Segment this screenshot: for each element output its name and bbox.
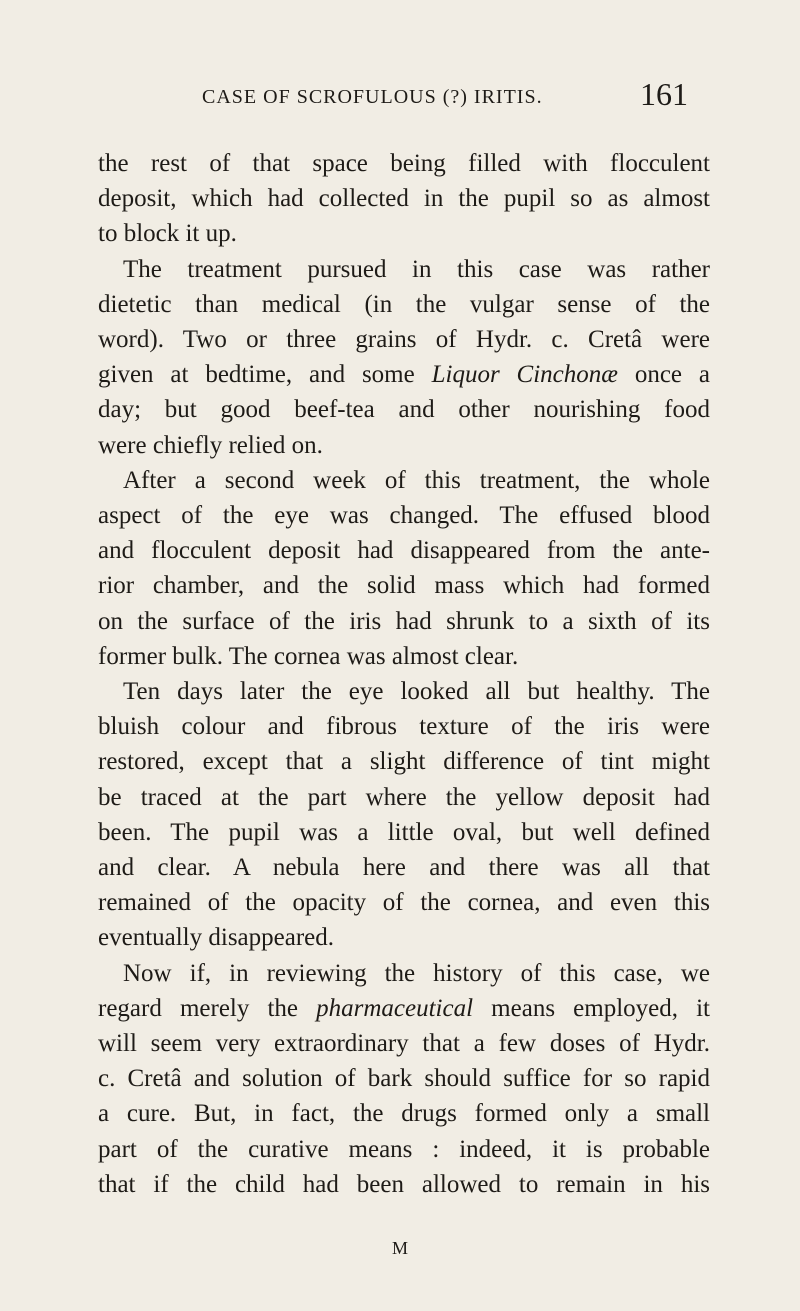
text-segment: day; but good beef-tea and other nourishing food — [98, 396, 710, 424]
text-segment: Ten days later the eye looked all but healthy. The — [123, 678, 710, 706]
text-line — [98, 885, 710, 920]
text-line — [98, 1026, 710, 1061]
text-segment: dietetic than medical (in the vulgar sense of the — [98, 290, 710, 318]
text-segment: former bulk. The cornea was almost clear. — [98, 642, 519, 670]
text-line — [98, 744, 710, 779]
text-line — [98, 392, 710, 427]
text-segment: will seem very extraordinary that a few doses of Hydr. — [98, 1030, 710, 1058]
text-segment: on the surface of the iris had shrunk to a sixth of its — [98, 607, 710, 635]
text-line — [98, 604, 710, 639]
text-segment: c. Cretâ and solution of bark should suffice for so rapid — [98, 1065, 710, 1093]
text-line — [98, 1096, 710, 1131]
text-line — [98, 709, 710, 744]
text-segment: bluish colour and fibrous texture of the iris were — [98, 713, 710, 741]
text-segment: eventually disappeared. — [98, 924, 335, 952]
text-segment: a cure. But, in fact, the drugs formed only a small — [98, 1100, 710, 1128]
text-segment: given at bedtime, and some — [98, 361, 432, 389]
text-line — [98, 322, 710, 357]
text-line — [98, 146, 710, 181]
text-segment: After a second week of this treatment, the whole — [123, 466, 710, 494]
text-line — [98, 920, 710, 955]
text-line — [98, 252, 710, 287]
running-head: CASE OF SCROFULOUS (?) IRITIS. — [202, 86, 543, 108]
text-line — [98, 674, 710, 709]
italic-text: pharmaceutical — [316, 994, 474, 1022]
text-segment: aspect of the eye was changed. The effused blood — [98, 502, 710, 530]
text-segment: to block it up. — [98, 220, 237, 248]
text-segment: and flocculent deposit had disappeared from the ante- — [98, 537, 710, 565]
text-line — [98, 991, 710, 1026]
text-segment: The treatment pursued in this case was rather — [123, 255, 710, 283]
text-segment: rior chamber, and the solid mass which had formed — [98, 572, 710, 600]
text-segment: be traced at the part where the yellow deposit had — [98, 783, 710, 811]
italic-text: Liquor Cinchonæ — [431, 361, 618, 389]
text-segment: means employed, it — [473, 994, 710, 1022]
text-line — [98, 639, 710, 674]
page-header — [0, 76, 800, 116]
signature-mark: M — [391, 1238, 408, 1258]
text-segment: part of the curative means : indeed, it is probable — [98, 1135, 710, 1163]
text-segment: were chiefly relied on. — [98, 431, 323, 459]
text-line — [98, 1061, 710, 1096]
text-segment: that if the child had been allowed to remain in his — [98, 1170, 710, 1198]
text-segment: Now if, in reviewing the history of this case, we — [123, 959, 710, 987]
text-line — [98, 568, 710, 603]
text-line — [98, 850, 710, 885]
text-line — [98, 956, 710, 991]
text-line — [98, 181, 710, 216]
text-segment: once a — [617, 361, 710, 389]
text-line — [98, 533, 710, 568]
text-segment: restored, except that a slight difference of tint might — [98, 748, 710, 776]
body-text — [98, 146, 710, 1202]
text-line — [98, 815, 710, 850]
page-number: 161 — [640, 76, 688, 112]
text-segment: remained of the opacity of the cornea, and even this — [98, 889, 710, 917]
text-line — [98, 287, 710, 322]
text-line — [98, 357, 710, 392]
text-line — [98, 463, 710, 498]
text-line — [98, 498, 710, 533]
text-segment: the rest of that space being filled with flocculent — [98, 150, 710, 177]
text-line — [98, 1132, 710, 1167]
text-segment: deposit, which had collected in the pupil so as almost — [98, 185, 710, 213]
text-segment: been. The pupil was a little oval, but well defined — [98, 818, 710, 846]
text-segment: regard merely the — [98, 994, 317, 1022]
text-segment: word). Two or three grains of Hydr. c. Cretâ were — [98, 326, 710, 354]
text-segment: and clear. A nebula here and there was all that — [98, 854, 710, 882]
text-line — [98, 780, 710, 815]
text-line — [98, 428, 710, 463]
text-line — [98, 216, 710, 251]
text-line — [98, 1167, 710, 1202]
